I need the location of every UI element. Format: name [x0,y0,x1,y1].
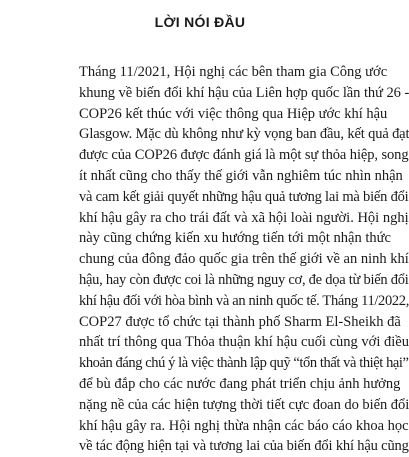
text-line: và cam kết giải quyết những hậu quả tương lai mà biến đổi [79,188,409,205]
text-line: nặng nề của các hiện tượng thời tiết cực đoan do biến đổi [79,396,409,413]
text-line: COP26 kết thúc với việc thông qua Hiệp ước khí hậu [79,105,388,122]
text-line: nhất trí thông qua Thỏa thuận khí hậu cuối cùng với điều [79,334,409,351]
text-line: này cũng chứng kiến xu hướng tiến tới một nhận thức [79,230,391,247]
text-line: khung về biến đổi khí hậu của Liên hợp quốc lần thứ 26 - [79,84,409,101]
text-line: COP27 được tổ chức tại thành phố Sharm El-Sheikh đã [79,313,401,330]
text-line: khí hậu gây ra cho trái đất và xã hội loài người. Hội nghị [79,209,409,226]
text-line: khí hậu đối với hòa bình và an ninh quốc tế. Tháng 11/2022, [79,292,409,309]
text-line: để bù đắp cho các nước đang phát triển chịu ảnh hưởng [79,375,401,392]
text-line: hậu, hay còn được coi là những nguy cơ, đe dọa từ biến đổi [79,271,409,288]
text-line: khoản đáng chú ý là việc thành lập quỹ “tổn thất và thiệt hại” [79,355,409,372]
text-line: Glasgow. Mặc dù không như kỳ vọng ban đầu, kết quả đạt [79,126,409,143]
text-line: được của COP26 được đánh giá là một sự thỏa hiệp, song [79,147,409,164]
text-line: ít nhất cũng cho thấy thế giới vẫn nghiêm túc nhìn nhận [79,167,403,184]
text-line: khí hậu gây ra. Hội nghị thừa nhận các báo cáo khoa học [79,417,409,434]
page-title: LỜI NÓI ĐẦU [154,14,246,30]
text-line: về tác động hiện tại và tương lai của biến đổi khí hậu cũng [79,438,409,455]
text-line: Tháng 11/2021, Hội nghị các bên tham gia Công ước [79,64,388,80]
text-line: chung của đông đảo quốc gia trên thế giới về an ninh khí [79,251,409,268]
body-paragraph [79,62,409,457]
